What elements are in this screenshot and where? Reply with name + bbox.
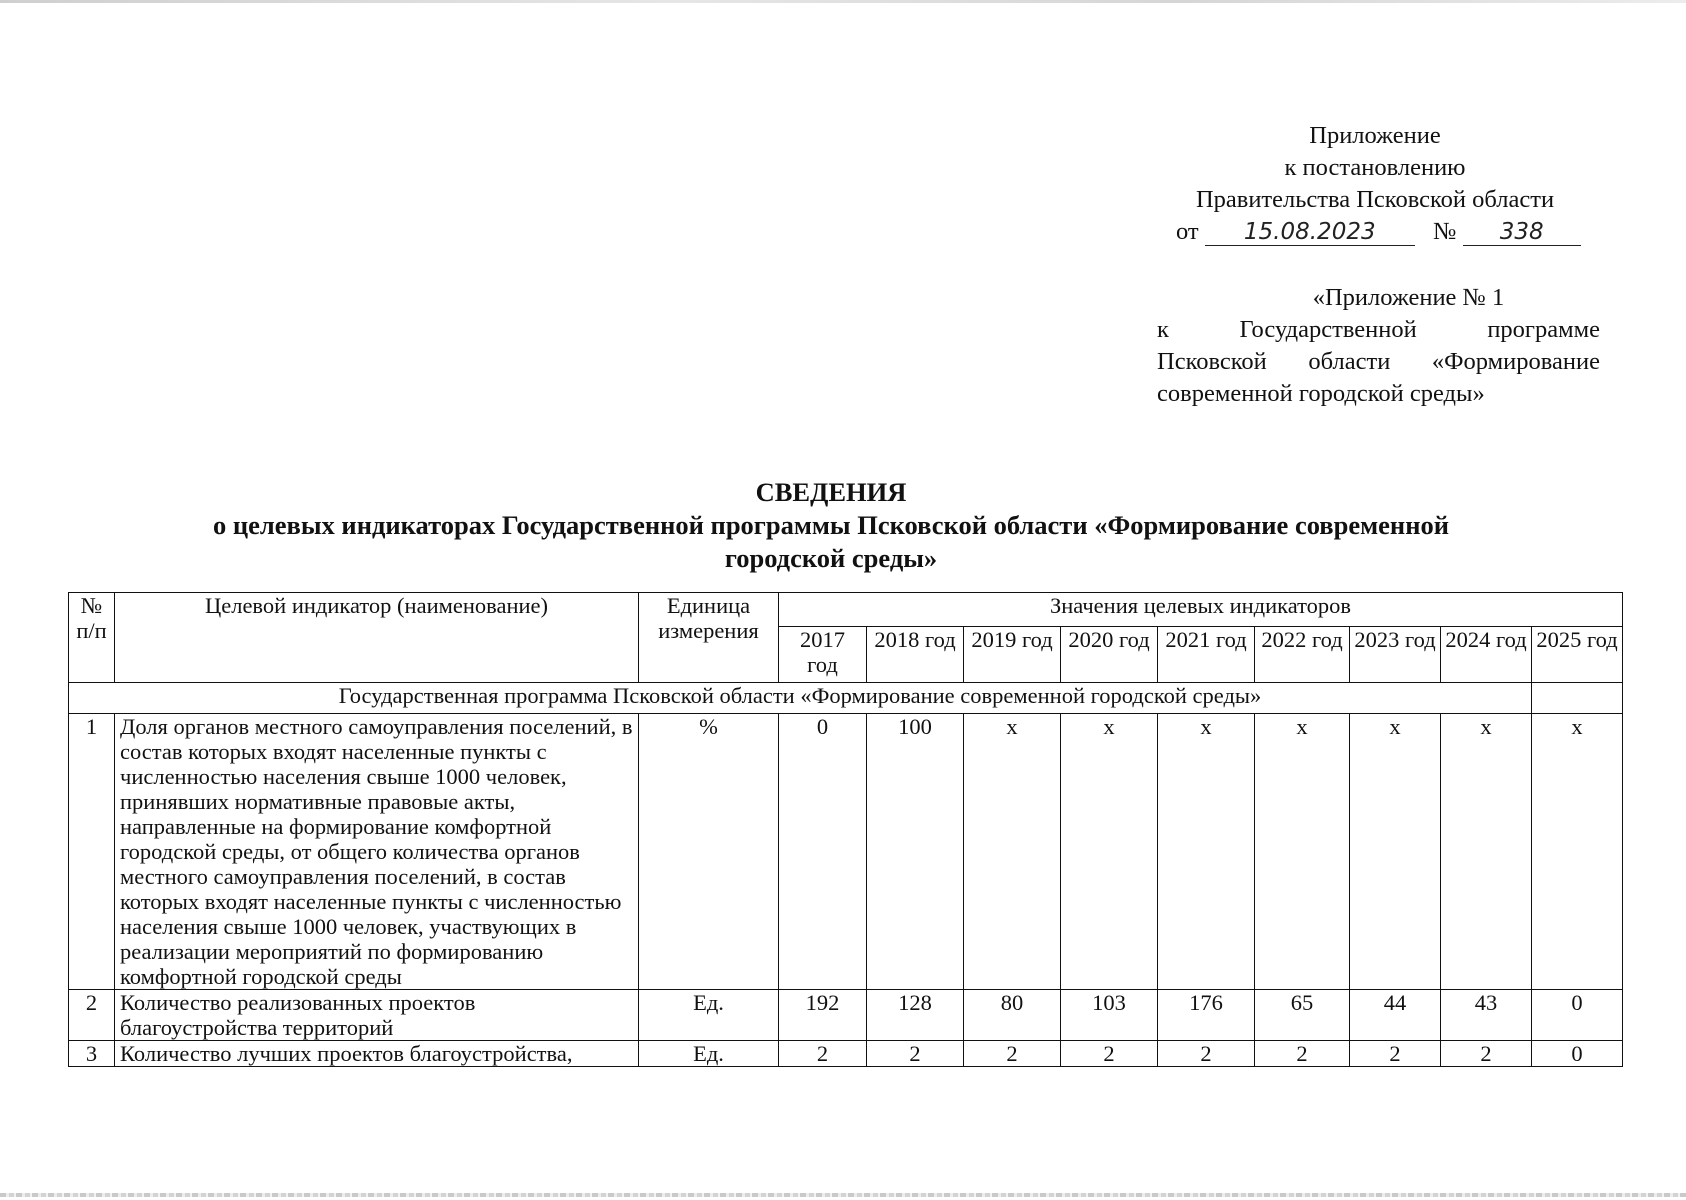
table-section-row [69,683,1623,714]
table-row [69,990,1623,1041]
row-value: 2 [779,1041,867,1067]
scan-edge-bottom [0,1193,1686,1197]
header-indicator: Целевой индикатор (наименование) [115,593,639,683]
row-value: 2 [1255,1041,1350,1067]
row-value: 65 [1255,990,1350,1041]
row-value: 103 [1061,990,1158,1041]
date-prefix: от [1176,218,1199,245]
handwritten-date: 15.08.2023 [1205,219,1415,246]
row-value: 176 [1158,990,1255,1041]
header-num: № п/п [69,593,115,683]
row-indicator: Доля органов местного самоуправления поселений, в состав которых входят населенные пункты с численностью населения свыше 1000 человек, принявших нормативные правовые акты, направленные на формирование комфортной городской среды, от общего количества органов местного самоуправления поселений, в состав которых входят населенные пункты с численностью населения свыше 1000 человек, участвующих в реализации мероприятий по формированию комфортной городской среды [115,714,639,990]
row-value: 2 [867,1041,964,1067]
row-num: 2 [69,990,115,1041]
row-unit: Ед. [639,1041,779,1067]
row-value: x [1255,714,1350,990]
section-title: Государственная программа Псковской области «Формирование современной городской среды» [69,683,1532,714]
annex-line-2: Псковской области «Формирование [1157,348,1600,375]
header-line-3: Правительства Псковской области [1195,186,1555,213]
annex-title: «Приложение № 1 [1312,284,1505,311]
row-num: 3 [69,1041,115,1067]
year-header: 2024 год [1441,627,1532,683]
header-values: Значения целевых индикаторов [779,593,1623,627]
year-header: 2017 год [779,627,867,683]
annex-line-1: к Государственной программе [1157,316,1600,343]
row-unit: Ед. [639,990,779,1041]
year-header: 2025 год [1532,627,1623,683]
row-value: 100 [867,714,964,990]
row-value: 43 [1441,990,1532,1041]
year-header: 2023 год [1350,627,1441,683]
row-indicator: Количество лучших проектов благоустройства, [115,1041,639,1067]
row-value: 192 [779,990,867,1041]
row-value: 2 [1441,1041,1532,1067]
row-value: x [964,714,1061,990]
year-header: 2019 год [964,627,1061,683]
annex-reference [1157,282,1600,410]
row-value: 0 [1532,990,1623,1041]
row-value: 0 [1532,1041,1623,1067]
document-title [100,476,1562,575]
row-value: x [1441,714,1532,990]
indicators-table [68,592,1623,1067]
title-line-3: городской среды» [724,543,938,573]
table-header-row [69,593,1623,627]
year-header: 2021 год [1158,627,1255,683]
row-unit: % [639,714,779,990]
header-line-1: Приложение [1309,122,1441,149]
header-date-line [1150,216,1600,248]
year-header: 2018 год [867,627,964,683]
row-value: 44 [1350,990,1441,1041]
title-line-2: о целевых индикаторах Государственной программы Псковской области «Формирование современной [213,510,1449,540]
header-unit: Единица измерения [639,593,779,683]
handwritten-number: 338 [1463,219,1581,246]
row-value: x [1158,714,1255,990]
section-empty-cell [1532,683,1623,714]
header-line-2: к постановлению [1284,154,1466,181]
number-prefix: № [1433,218,1457,245]
year-header: 2020 год [1061,627,1158,683]
row-value: 128 [867,990,964,1041]
row-value: 2 [964,1041,1061,1067]
row-value: x [1350,714,1441,990]
table-row [69,1041,1623,1067]
approval-header [1150,120,1600,248]
row-value: x [1532,714,1623,990]
table-row [69,714,1623,990]
row-value: 80 [964,990,1061,1041]
row-value: 0 [779,714,867,990]
row-num: 1 [69,714,115,990]
title-line-1: СВЕДЕНИЯ [755,477,907,507]
year-header: 2022 год [1255,627,1350,683]
row-value: 2 [1061,1041,1158,1067]
scan-edge-top [0,0,1686,3]
row-indicator: Количество реализованных проектов благоустройства территорий [115,990,639,1041]
annex-body [1157,314,1600,410]
row-value: x [1061,714,1158,990]
row-value: 2 [1158,1041,1255,1067]
row-value: 2 [1350,1041,1441,1067]
annex-line-3: современной городской среды» [1157,380,1485,407]
